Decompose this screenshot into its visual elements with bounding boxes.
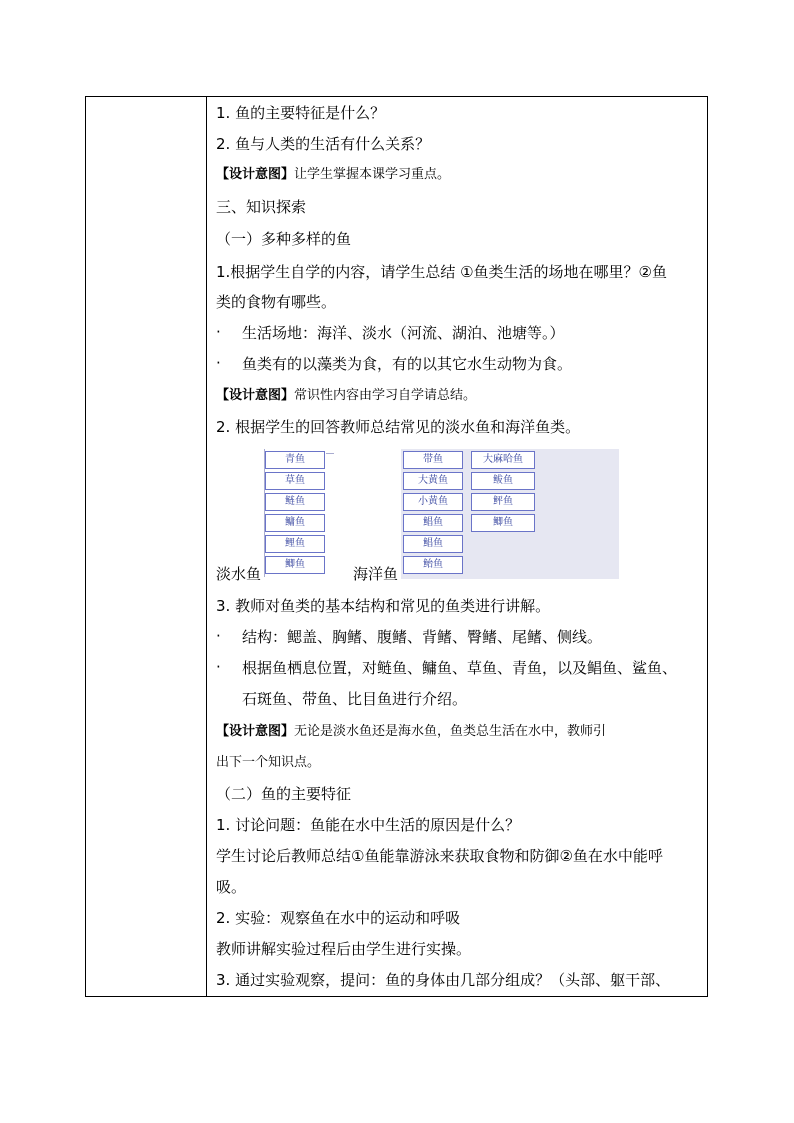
freshwater-caption: 淡水鱼 [216, 565, 262, 583]
fish-item: 鲳鱼 [403, 514, 463, 532]
fish-item: 草鱼 [265, 472, 325, 490]
fish-item: 鲐鱼 [403, 556, 463, 574]
experiment-2a: 教师讲解实验过程后由学生进行实操。 [216, 940, 472, 958]
fish-item: 鲫鱼 [471, 514, 535, 532]
bullet-4b: 石斑鱼、带鱼、比目鱼进行介绍。 [242, 690, 468, 708]
marine-figure [401, 449, 619, 579]
fish-item: 青鱼 [265, 451, 325, 469]
discussion-1: 1. 讨论问题：鱼能在水中生活的原因是什么？ [216, 816, 521, 834]
discussion-1b: 吸。 [216, 878, 247, 896]
fish-item: 鲳鱼 [403, 535, 463, 553]
bullet-4a: 根据鱼栖息位置，对鲢鱼、鳙鱼、草鱼、青鱼，以及鲳鱼、鲨鱼、 [242, 659, 678, 677]
bullet-dot: · [216, 354, 221, 372]
fish-item: 鲆鱼 [471, 493, 535, 511]
freshwater-figure [264, 449, 334, 579]
observation-3: 3. 通过实验观察，提问：鱼的身体由几部分组成？（头部、躯干部、 [216, 971, 671, 989]
bullet-2: 鱼类有的以藻类为食，有的以其它水生动物为食。 [242, 355, 573, 373]
paragraph-1b: 类的食物有哪些。 [216, 293, 337, 311]
panel-tick [326, 453, 334, 454]
content-column [208, 97, 707, 996]
bullet-dot: · [216, 627, 221, 645]
fish-item: 鲢鱼 [265, 493, 325, 511]
fish-item: 大黄鱼 [403, 472, 463, 490]
discussion-1a: 学生讨论后教师总结①鱼能靠游泳来获取食物和防御②鱼在水中能呼 [216, 847, 663, 865]
paragraph-3: 3. 教师对鱼类的基本结构和常见的鱼类进行讲解。 [216, 597, 551, 615]
design-note-2 [216, 386, 476, 406]
bullet-dot: · [216, 323, 221, 341]
note-label: 【设计意图】 [216, 388, 295, 403]
fish-item: 带鱼 [403, 451, 463, 469]
marine-caption: 海洋鱼 [353, 565, 399, 583]
subsection-2-heading: （二）鱼的主要特征 [216, 785, 352, 803]
design-note-3a [216, 722, 606, 742]
paragraph-1a: 1.根据学生自学的内容，请学生总结 ①鱼类生活的场地在哪里？②鱼 [216, 263, 667, 281]
note-text: 让学生掌握本课学习重点。 [294, 167, 451, 182]
bullet-dot: · [216, 658, 221, 676]
fish-item: 大麻哈鱼 [471, 451, 535, 469]
fish-item: 鲫鱼 [265, 556, 325, 574]
question-1: 1. 鱼的主要特征是什么？ [216, 104, 386, 122]
left-column [86, 97, 207, 996]
note-label: 【设计意图】 [216, 724, 295, 739]
note-label: 【设计意图】 [216, 167, 295, 182]
fish-item: 鲅鱼 [471, 472, 535, 490]
lesson-table [85, 96, 708, 997]
bullet-3: 结构：鳃盖、胸鳍、腹鳍、背鳍、臀鳍、尾鳍、侧线。 [242, 628, 603, 646]
fish-item: 小黄鱼 [403, 493, 463, 511]
note-text: 无论是淡水鱼还是海水鱼，鱼类总生活在水中，教师引 [294, 724, 607, 739]
paragraph-2: 2. 根据学生的回答教师总结常见的淡水鱼和海洋鱼类。 [216, 418, 581, 436]
subsection-1-heading: （一）多种多样的鱼 [216, 230, 352, 248]
design-note-3b: 出下一个知识点。 [216, 755, 321, 770]
section-3-heading: 三、知识探索 [216, 198, 307, 216]
experiment-2: 2. 实验：观察鱼在水中的运动和呼吸 [216, 909, 461, 927]
question-2: 2. 鱼与人类的生活有什么关系？ [216, 135, 431, 153]
design-note-1 [216, 165, 450, 185]
fish-item: 鲤鱼 [265, 535, 325, 553]
note-text: 常识性内容由学习自学请总结。 [294, 388, 477, 403]
fish-item: 鳙鱼 [265, 514, 325, 532]
bullet-1: 生活场地：海洋、淡水（河流、湖泊、池塘等。） [242, 324, 565, 342]
